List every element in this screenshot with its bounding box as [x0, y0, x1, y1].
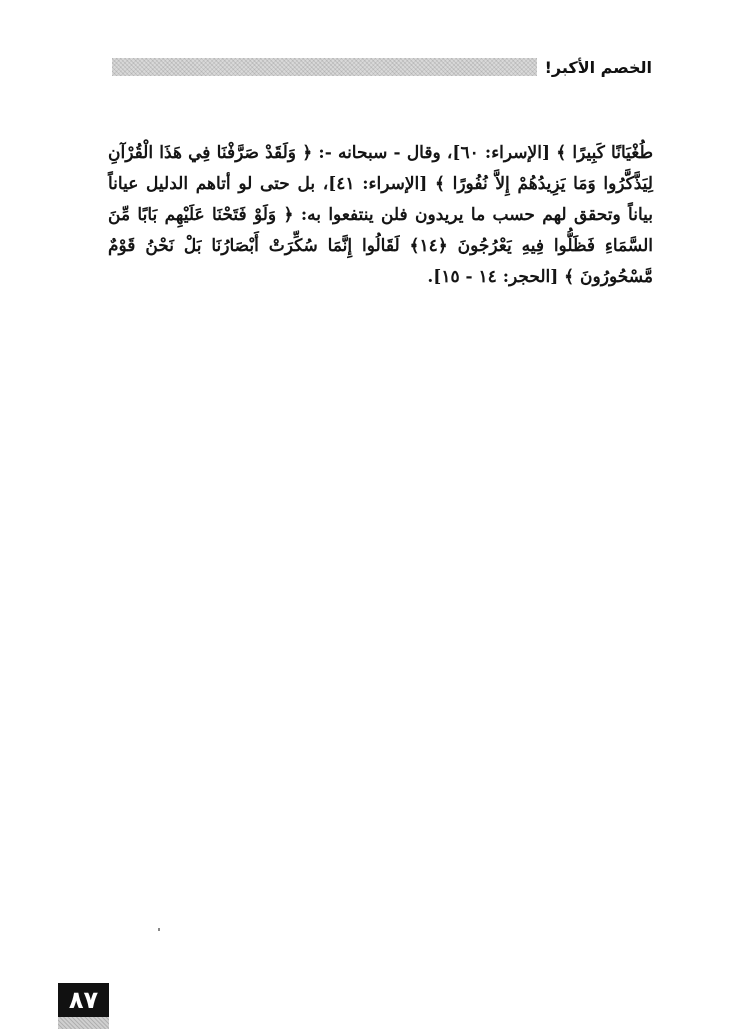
body-paragraph	[108, 138, 653, 293]
page-number-decorative-strip	[58, 1017, 109, 1029]
body-lead-text: طُغْيَانًا كَبِيرًا ﴾ [الإسراء: ٦٠]، وقال - سبحانه -:	[312, 143, 654, 163]
body-commentary: بل حتى لو أتاهم الدليل عياناً بياناً وتحقق لهم حسب ما يريدون فلن ينتفعوا به:	[108, 174, 653, 225]
page-number-text: ٨٧	[68, 986, 99, 1014]
body-quran-quote-isra: ﴿ وَلَقَدْ صَرَّفْنَا فِي هَذَا الْقُرْآنِ لِيَذَّكَّرُوا وَمَا يَزِيدُهُمْ إِلاَّ نُفُورًا ﴾ [الإسراء: ٤١]،	[108, 143, 653, 194]
header-decorative-band	[112, 58, 537, 76]
running-header	[112, 54, 652, 80]
body-quran-quote-hijr: ﴿ وَلَوْ فَتَحْنَا عَلَيْهِم بَابًا مِّنَ السَّمَاءِ فَظَلُّوا فِيهِ يَعْرُجُونَ ﴿١٤﴾ لَقَالُوا إِنَّمَا سُكِّرَتْ أَبْصَارُنَا بَلْ نَحْنُ قَوْمٌ مَّسْحُورُونَ ﴾ [الحجر: ١٤ - ١٥].	[108, 205, 653, 287]
scan-speck	[158, 928, 160, 931]
page-number	[58, 983, 109, 1017]
header-title: الخصم الأكبر!	[544, 57, 652, 77]
